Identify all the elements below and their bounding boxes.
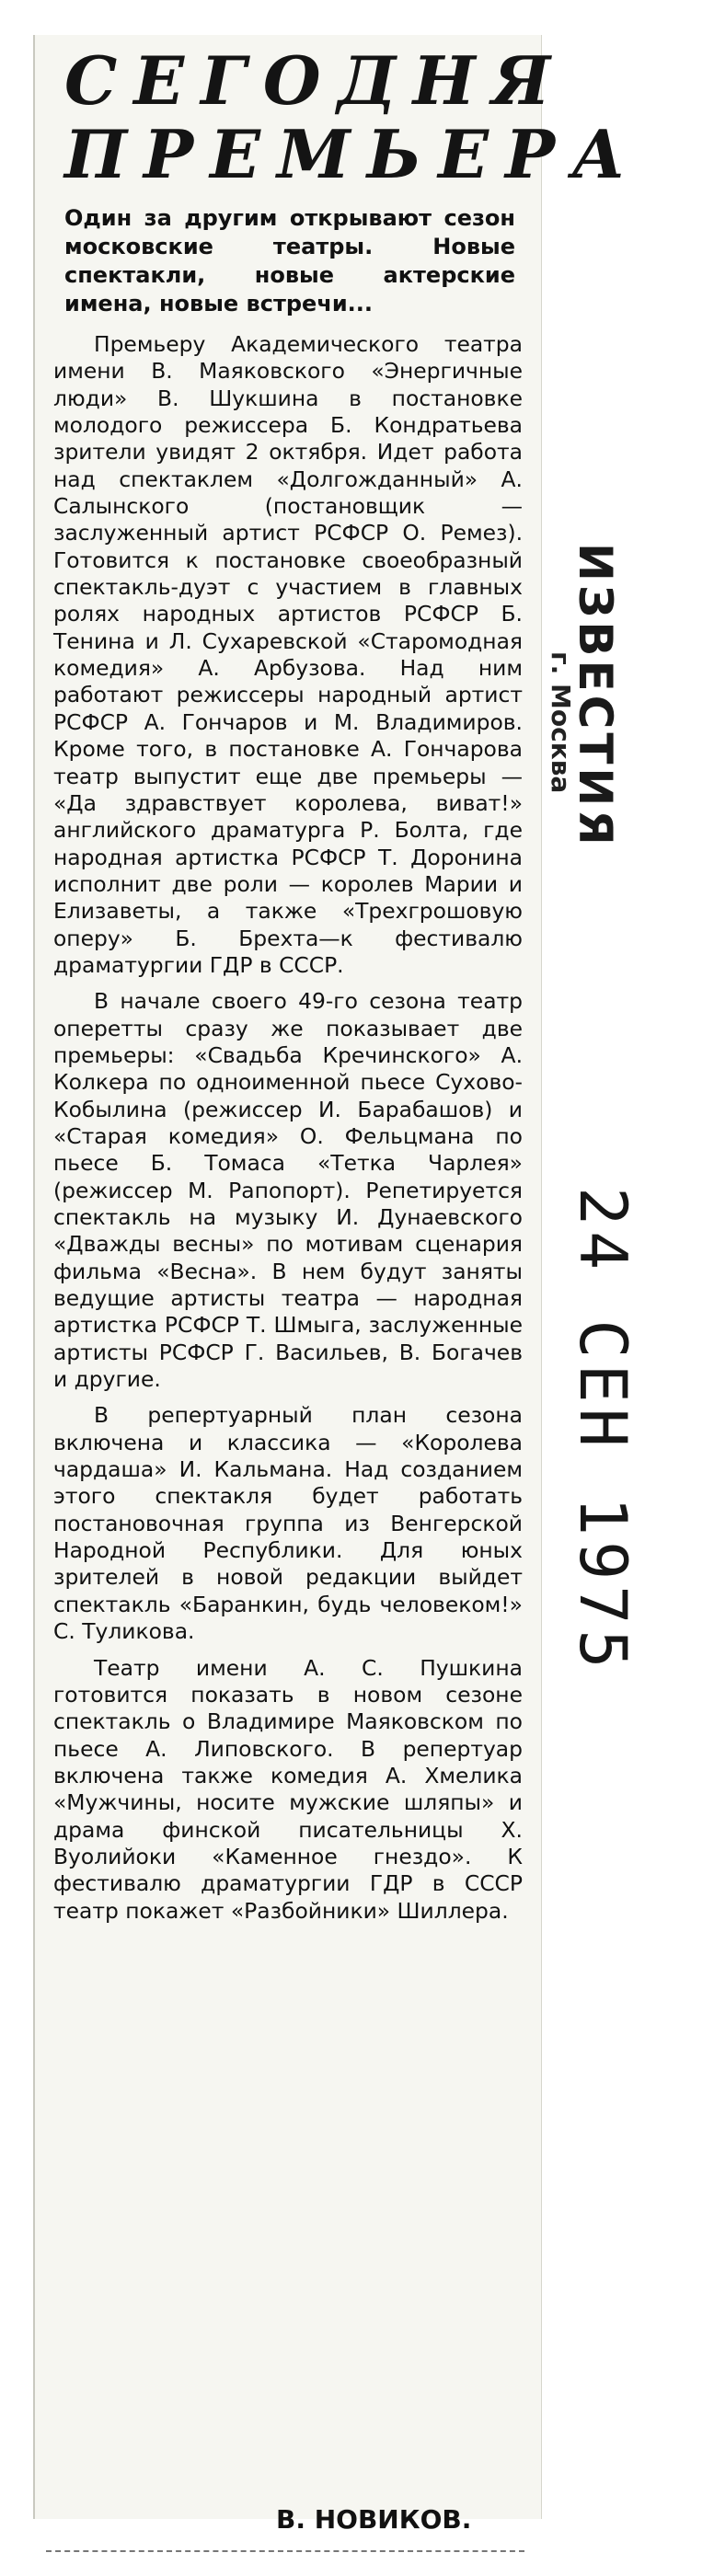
city-stamp: г. Москва	[546, 651, 576, 794]
article-body	[53, 331, 523, 1934]
bottom-divider	[46, 2550, 524, 2552]
article-paragraph: В начале своего 49-го сезона театр оперетты сразу же показывает две премьеры: «Свадьба Кречинского» А. Колкера по одноименной пьесе Сухово-Кобылина (режиссер И. Барабашов) и «Старая комедия» О. Фельцмана по пьесе Б. Томаса «Тетка Чарлея» (режиссер М. Рапопорт). Репетируется спектакль на музыку И. Дунаевского «Дважды весны» по мотивам сценария фильма «Весна». В нем будут заняты ведущие артисты театра — народная артистка РСФСР Т. Шмыга, заслуженные артисты РСФСР Г. Васильев, В. Богачев и другие.	[53, 988, 523, 1393]
article-paragraph: Премьеру Академического театра имени В. Маяковского «Энергичные люди» В. Шукшина в постановке молодого режиссера Б. Кондратьева зрители увидят 2 октября. Идет работа над спектаклем «Долгожданный» А. Салынского (постановщик — заслуженный артист РСФСР О. Ремез). Готовится к постановке своеобразный спектакль-дуэт с участием в главных ролях народных артистов РСФСР Б. Тенина и Л. Сухаревской «Старомодная комедия» А. Арбузова. Над ним работают режиссеры народный артист РСФСР А. Гончаров и М. Владимиров. Кроме того, в постановке А. Гончарова театр выпустит еще две премьеры — «Да здравствует королева, виват!» английского драматурга Р. Болта, где народная артистка РСФСР Т. Доронина исполнит две роли — королев Марии и Елизаветы, а также «Трехгрошовую оперу» Б. Брехта—к фестивалю драматургии ГДР в СССР.	[53, 331, 523, 978]
article-lead: Один за другим открывают сезон московские театры. Новые спектакли, новые актерские имена, новые встречи...	[64, 205, 515, 316]
date-stamp: 24 СЕН 1975	[565, 1187, 640, 1674]
article-headline: СЕГОДНЯ ПРЕМЬЕРА	[64, 41, 642, 193]
article-paragraph: Театр имени А. С. Пушкина готовится показать в новом сезоне спектакль о Владимире Маяковском по пьесе А. Липовского. В репертуар включена также комедия А. Хмелика «Мужчины, носите мужские шляпы» и драма финской писательницы Х. Вуолийоки «Каменное гнездо». К фестивалю драматургии ГДР в СССР театр покажет «Разбойники» Шиллера.	[53, 1654, 523, 1924]
newspaper-name-stamp: ИЗВЕСТИЯ	[569, 543, 622, 849]
article-paragraph: В репертуарный план сезона включена и классика — «Королева чардаша» И. Кальмана. Над созданием этого спектакля будет работать постановочная группа из Венгерской Народной Республики. Для юных зрителей в новой редакции выйдет спектакль «Баранкин, будь человеком!» С. Туликова.	[53, 1402, 523, 1645]
article-signature: В. НОВИКОВ.	[276, 2504, 472, 2535]
